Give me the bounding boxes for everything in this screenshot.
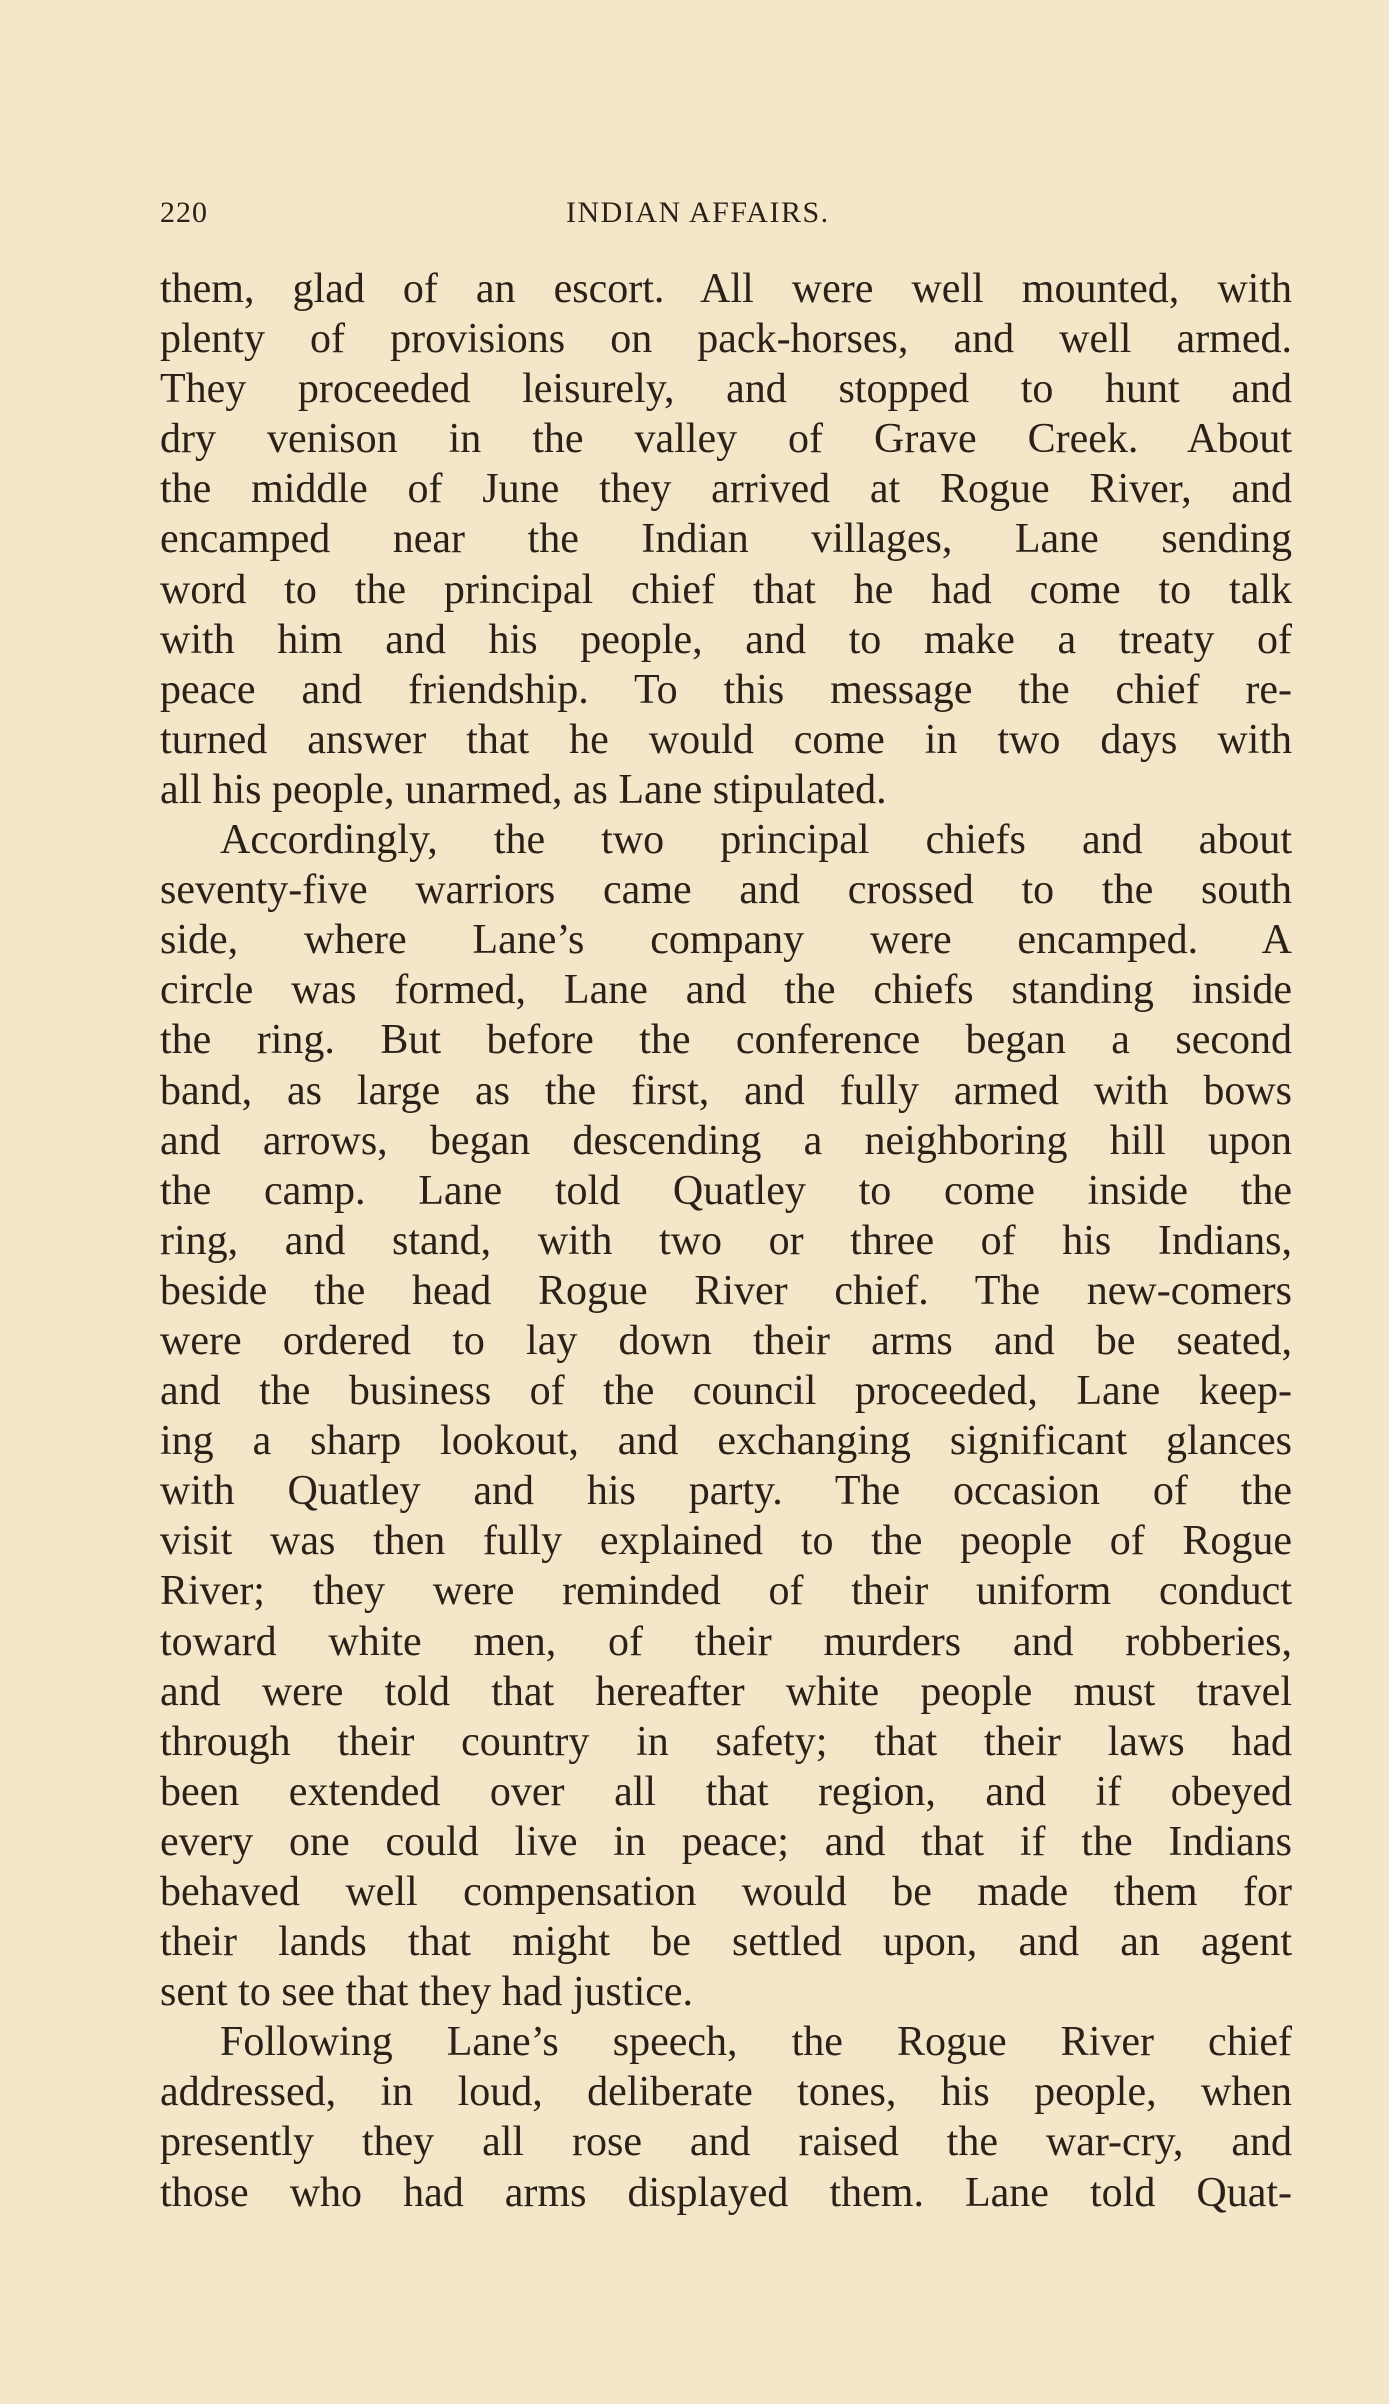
text-line: with Quatley and his party. The occasion of the <box>160 1468 1292 1515</box>
text-line: the middle of June they arrived at Rogue River, and <box>160 466 1292 513</box>
text-line: the ring. But before the conference began a second <box>160 1017 1292 1064</box>
running-head-title: INDIAN AFFAIRS. <box>566 196 830 229</box>
text-line: circle was formed, Lane and the chiefs standing inside <box>160 967 1292 1014</box>
text-line: sent to see that they had justice. <box>160 1969 694 2016</box>
text-line: ing a sharp lookout, and exchanging significant glances <box>160 1418 1292 1465</box>
text-line: all his people, unarmed, as Lane stipulated. <box>160 766 887 813</box>
page-number: 220 <box>160 196 208 229</box>
text-line: band, as large as the first, and fully armed with bows <box>160 1067 1292 1114</box>
text-line: been extended over all that region, and if obeyed <box>160 1768 1292 1815</box>
text-line: word to the principal chief that he had come to talk <box>160 566 1292 613</box>
text-line: visit was then fully explained to the people of Rogue <box>160 1518 1292 1565</box>
text-line: with him and his people, and to make a treaty of <box>160 616 1292 663</box>
paragraph-first-line: Accordingly, the two principal chiefs and about <box>220 817 1292 864</box>
text-line: turned answer that he would come in two days with <box>160 716 1292 763</box>
text-line: toward white men, of their murders and robberies, <box>160 1618 1292 1665</box>
text-line: those who had arms displayed them. Lane told Quat- <box>160 2169 1292 2216</box>
text-line: beside the head Rogue River chief. The new-comers <box>160 1267 1292 1314</box>
paragraph-first-line: Following Lane’s speech, the Rogue River chief <box>220 2019 1292 2066</box>
running-head <box>160 196 1292 236</box>
text-line: ring, and stand, with two or three of his Indians, <box>160 1217 1292 1264</box>
text-line: presently they all rose and raised the war-cry, and <box>160 2119 1292 2166</box>
text-line: the camp. Lane told Quatley to come inside the <box>160 1167 1292 1214</box>
text-line: and were told that hereafter white people must travel <box>160 1668 1292 1715</box>
text-line: were ordered to lay down their arms and be seated, <box>160 1317 1292 1364</box>
body-text <box>160 264 1292 2218</box>
text-line: They proceeded leisurely, and stopped to hunt and <box>160 366 1292 413</box>
text-line: behaved well compensation would be made them for <box>160 1869 1292 1915</box>
text-line: through their country in safety; that their laws had <box>160 1718 1292 1765</box>
text-line: encamped near the Indian villages, Lane sending <box>160 516 1292 563</box>
text-line: them, glad of an escort. All were well mounted, with <box>160 266 1292 312</box>
text-line: and the business of the council proceeded, Lane keep- <box>160 1368 1292 1415</box>
text-line: and arrows, began descending a neighboring hill upon <box>160 1117 1292 1164</box>
text-line: River; they were reminded of their uniform conduct <box>160 1568 1292 1615</box>
text-line: dry venison in the valley of Grave Creek. About <box>160 416 1292 463</box>
text-line: side, where Lane’s company were encamped. A <box>160 917 1292 964</box>
text-line: seventy-five warriors came and crossed to the south <box>160 867 1292 914</box>
text-line: their lands that might be settled upon, and an agent <box>160 1919 1292 1966</box>
text-line: every one could live in peace; and that if the Indians <box>160 1818 1292 1865</box>
text-line: plenty of provisions on pack-horses, and well armed. <box>160 316 1292 363</box>
text-line: peace and friendship. To this message the chief re- <box>160 666 1292 713</box>
text-line: addressed, in loud, deliberate tones, his people, when <box>160 2069 1292 2116</box>
